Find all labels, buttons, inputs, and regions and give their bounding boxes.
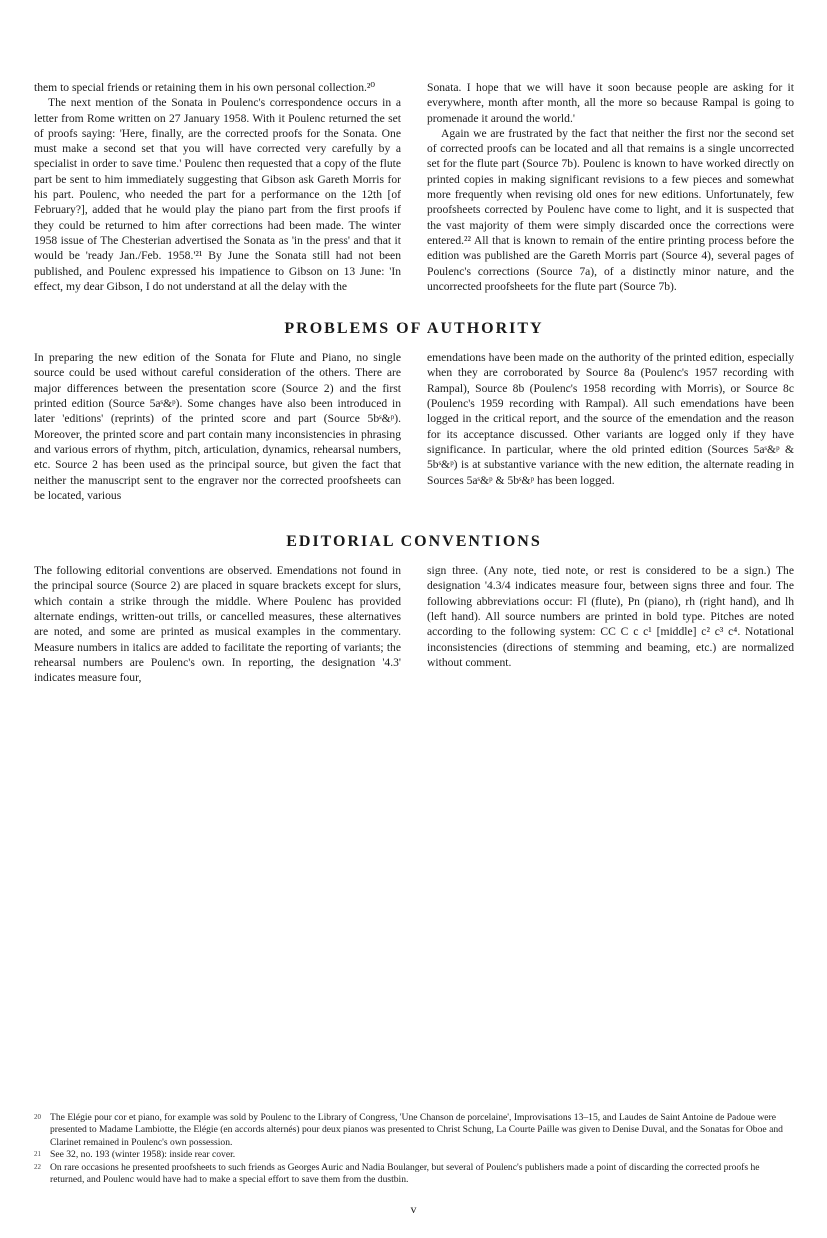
conventions-left-column [34,563,401,685]
paragraph: sign three. (Any note, tied note, or rest is considered to be a sign.) The designation '4.3/4 indicates measure four, between signs three and four. The following abbreviations occur: Fl (flute), Pn (piano), rh (right hand), and lh (left hand). All source numbers are printed in bold type. Pitches are noted according to the following system: CC C c c¹ [middle] c² c³ c⁴. Notational inconsistencies (directions of stemming and beaming, etc.) are normalized without comment. [427,564,794,669]
top-columns [34,80,794,294]
footnote [34,1162,794,1187]
top-right-column [427,80,794,294]
paragraph: The following editorial conventions are observed. Emendations not found in the principal source (Source 2) are placed in square brackets except for slurs, which contain a strike through the middle. Where Poulenc has provided alternate endings, written-out trills, or cancelled measures, these alternatives are noted, and some are printed as musical examples in the commentary. Measure numbers in italics are added to facilitate the reporting of variants; the rehearsal numbers are Poulenc's own. In reporting, the designation '4.3' indicates measure four, [34,564,401,685]
paragraph: In preparing the new edition of the Sonata for Flute and Piano, no single source could be used without careful consideration of the others. There are major differences between the presentation score (Source 2) and the first printed edition (Source 5aˢ&ᵖ). Some changes have also been introduced in later 'editions' (reprints) of the printed score and part (Source 5bˢ&ᵖ). Moreover, the printed score and part contain many inconsistencies in phrasing and various errors of rhythm, pitch, articulation, dynamics, rehearsal numbers, etc. Source 2 has been used as the principal source, but given the fact that neither the manuscript sent to the engraver nor the corrected proofsheets can be located, various [34,351,401,502]
authority-left-column [34,350,401,503]
footnote-text: See 32, no. 193 (winter 1958): inside rear cover. [50,1149,236,1161]
footnote-number: 21 [34,1150,41,1159]
paragraph: them to special friends or retaining them in his own personal collection.²⁰ [34,81,376,94]
footnote [34,1149,794,1161]
paragraph: Again we are frustrated by the fact that neither the first nor the second set of corrected proofs can be located and all that remains is a single uncorrected set for the flute part (Source 7b). Poulenc is known to have worked directly on printed copies in making significant revisions to a few pieces and somewhat more frequently when revising old ones for new editions. Unfortunately, few proofsheets corrected by Poulenc have come to light, and it is suspected that the vast majority of them were simply discarded once the corrections were entered.²² All that is known to remain of the entire printing process before the edition was published are the Gareth Morris part (Source 4), several pages of Poulenc's corrections (Source 7a), of a distinctly minor nature, and the uncorrected proofsheets for the flute part (Source 7b). [427,126,794,293]
authority-right-column [427,350,794,503]
authority-columns [34,350,794,503]
section-heading-authority: PROBLEMS OF AUTHORITY [284,320,544,338]
section-heading-conventions: EDITORIAL CONVENTIONS [286,533,542,551]
page-body [34,80,794,686]
footnote-number: 20 [34,1113,41,1121]
paragraph: The next mention of the Sonata in Poulenc's correspondence occurs in a letter from Rome written on 27 January 1958. With it Poulenc returned the set of proofs saying: 'Here, finally, are the corrected proofs for the Sonata. One must make a second set that you will have corrected very carefully by a specialist in order to save time.' Poulenc then requested that a copy of the flute part be sent to him immediately suggesting that Gibson ask Gareth Morris for his part. Poulenc, who needed the part for a performance on the 12th [of February?], added that he would play the piano part from the first proofs if they could be returned to him after corrections had been made. The winter 1958 issue of The Chesterian advertised the Sonata as 'in the press' and that it would be 'ready Jan./Feb. 1958.'²¹ By June the Sonata still had not been published, and Poulenc expressed his impatience to Gibson on 13 June: 'In effect, my dear Gibson, I do not understand at all the delay with the [34,96,401,293]
footnote [34,1112,794,1149]
conventions-columns [34,563,794,685]
paragraph: emendations have been made on the authority of the printed edition, especially when they are corroborated by Source 8a (Poulenc's 1957 recording with Rampal), Source 8b (Poulenc's 1958 recording with Morris), or Source 8c (Poulenc's 1959 recording with Rampal). All such emendations have been logged in the critical report, and the source of the emendation and the reason for its acceptance discussed. Other variants are logged only if they have significance. In particular, where the old printed edition (Sources 5aˢ&ᵖ & 5bˢ&ᵖ) is at substantive variance with the new edition, the alternate reading in Sources 5aˢ&ᵖ & 5bˢ&ᵖ has been logged. [427,351,794,487]
top-left-column [34,80,401,294]
paragraph: Sonata. I hope that we will have it soon because people are asking for it everywhere, month after month, all the more so because Rampal is going to promenade it around the world.' [427,81,794,125]
conventions-right-column [427,563,794,685]
footnotes [34,1112,794,1186]
footnote-text: The Elégie pour cor et piano, for example was sold by Poulenc to the Library of Congress, 'Une Chanson de porcelaine', Improvisations 13–15, and Laudes de Saint Antoine de Padoue were presented to Madame Lambiotte, the Elégie (en accords alternés) pour deux pianos was presented to Christ Schung, La Courte Paille was given to Denise Duval, and the Sonatas for Oboe and Clarinet remained in Poulenc's own possession. [50,1112,783,1148]
page-number: v [410,1202,417,1216]
footnote-text: On rare occasions he presented proofsheets to such friends as Georges Auric and Nadia Boulanger, but several of Poulenc's publishers made a point of discarding the corrected proofs he returned, and Poulenc would have had to make a special effort to save them from the dustbin. [50,1161,760,1186]
footnote-number: 22 [34,1162,41,1171]
